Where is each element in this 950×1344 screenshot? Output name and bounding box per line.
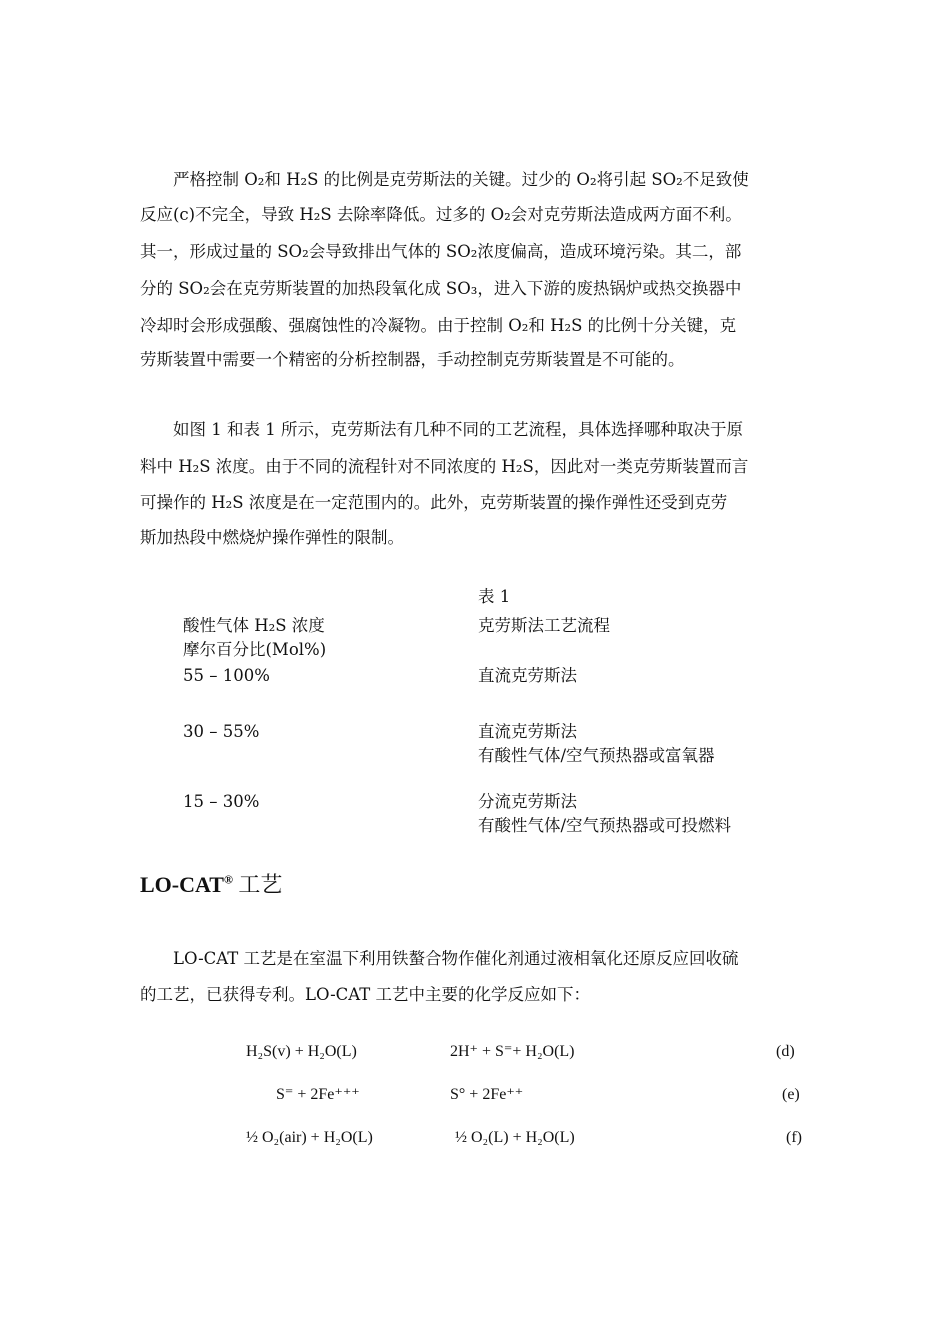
table-row-process: 直流克劳斯法: [478, 666, 577, 685]
table-row-process-detail: 有酸性气体/空气预热器或可投燃料: [478, 816, 732, 835]
equation-e-label: (e): [782, 1086, 800, 1103]
paragraph-line: 如图 1 和表 1 所示，克劳斯法有几种不同的工艺流程，具体选择哪种取决于原: [140, 420, 743, 439]
section-heading-locat: [140, 868, 282, 899]
table-row-range: 15 – 30%: [183, 792, 260, 811]
paragraph-line: 劳斯装置中需要一个精密的分析控制器，手动控制克劳斯装置是不可能的。: [140, 350, 685, 369]
heading-title: LO-CAT: [140, 872, 224, 897]
heading-suffix: 工艺: [232, 872, 283, 897]
equation-e-right: S° + 2Fe⁺⁺: [450, 1086, 524, 1103]
paragraph-line: 可操作的 H₂S 浓度是在一定范围内的。此外，克劳斯装置的操作弹性还受到克劳: [140, 493, 728, 512]
paragraph-line: 严格控制 O₂和 H₂S 的比例是克劳斯法的关键。过少的 O₂将引起 SO₂不足致使: [140, 170, 749, 189]
paragraph-line: 料中 H₂S 浓度。由于不同的流程针对不同浓度的 H₂S，因此对一类克劳斯装置而言: [140, 457, 749, 476]
equation-d-right: 2H⁺ + S⁼+ H₂O(L): [450, 1043, 575, 1060]
equation-f-right: ½ O₂(L) + H₂O(L): [455, 1129, 575, 1146]
equation-d-label: (d): [776, 1043, 795, 1060]
table-caption: 表 1: [478, 587, 511, 606]
registered-mark: ®: [223, 872, 233, 887]
table-row-process-detail: 有酸性气体/空气预热器或富氧器: [478, 746, 715, 765]
table-header-process: 克劳斯法工艺流程: [478, 616, 610, 635]
table-row-process: 分流克劳斯法: [478, 792, 577, 811]
equation-d-left: H₂S(v) + H₂O(L): [246, 1043, 357, 1060]
table-row-range: 30 – 55%: [183, 722, 260, 741]
table-row-range: 55 – 100%: [183, 666, 270, 685]
paragraph-line: 其一，形成过量的 SO₂会导致排出气体的 SO₂浓度偏高，造成环境污染。其二，部: [140, 242, 742, 261]
paragraph-line: 斯加热段中燃烧炉操作弹性的限制。: [140, 528, 404, 547]
equation-f-label: (f): [786, 1129, 802, 1146]
table-row-process: 直流克劳斯法: [478, 722, 577, 741]
paragraph-line: 的工艺，已获得专利。LO-CAT 工艺中主要的化学反应如下：: [140, 985, 591, 1004]
table-header-unit: 摩尔百分比(Mol%): [183, 640, 327, 659]
table-header-concentration: 酸性气体 H₂S 浓度: [183, 616, 325, 635]
paragraph-line: 冷却时会形成强酸、强腐蚀性的冷凝物。由于控制 O₂和 H₂S 的比例十分关键，克: [140, 316, 737, 335]
paragraph-line: 分的 SO₂会在克劳斯装置的加热段氧化成 SO₃，进入下游的废热锅炉或热交换器中: [140, 279, 742, 298]
paragraph-line: 反应(c)不完全，导致 H₂S 去除率降低。过多的 O₂会对克劳斯法造成两方面不利。: [140, 205, 742, 224]
paragraph-line: LO-CAT 工艺是在室温下利用铁螯合物作催化剂通过液相氧化还原反应回收硫: [140, 949, 739, 968]
equation-f-left: ½ O₂(air) + H₂O(L): [246, 1129, 373, 1146]
equation-e-left: S⁼ + 2Fe⁺⁺⁺: [276, 1086, 360, 1103]
